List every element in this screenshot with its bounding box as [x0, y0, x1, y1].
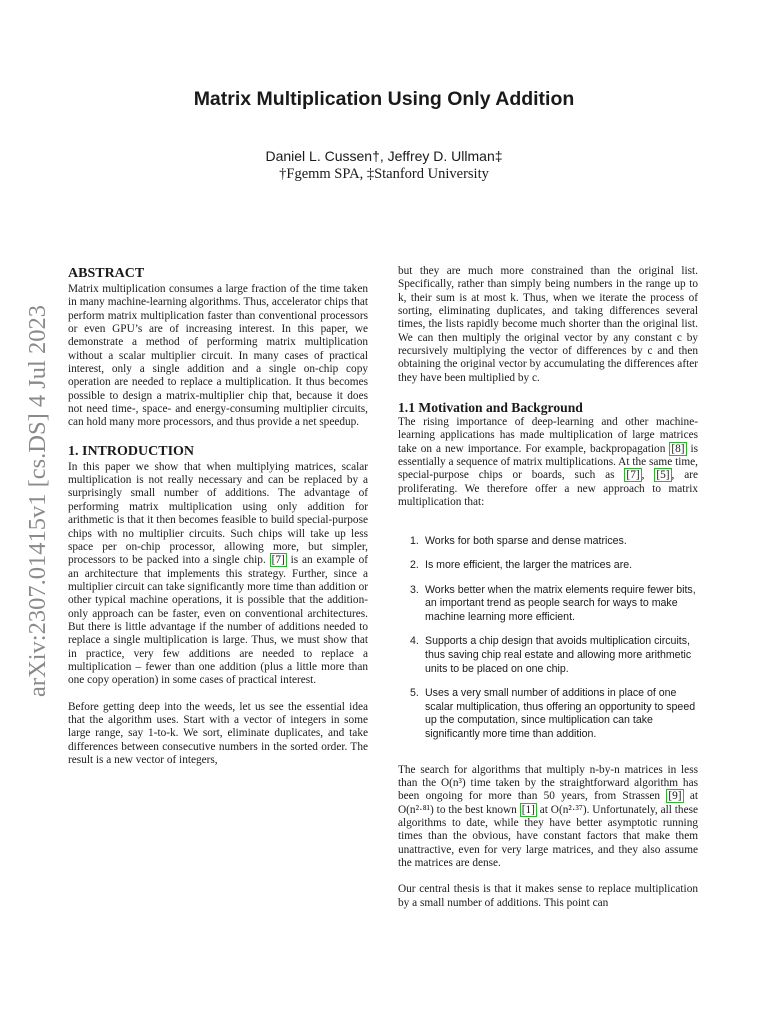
thesis-paragraph: Our central thesis is that it makes sense to replace multiplication by a small number of additions. This point can — [398, 883, 698, 909]
search-text-c: at O(n²·³⁷). Unfortunately, all these algorithms to date, while they have better asymptotic running times than the obvious, have constant factors that make them unattractive, even for very large matrices, and they also assume the matrices are dense. — [398, 803, 698, 870]
citation-link[interactable]: [7] — [271, 554, 285, 567]
list-number: 3. — [410, 583, 419, 596]
citation-link[interactable]: [8] — [671, 442, 685, 455]
paper-affiliations: †Fgemm SPA, ‡Stanford University — [279, 166, 489, 182]
citation-number: 9 — [672, 790, 678, 803]
paper-authors: Daniel L. Cussen†, Jeffrey D. Ullman‡ — [265, 148, 503, 164]
citation-number: 7 — [630, 469, 636, 482]
intro-heading: 1. INTRODUCTION — [68, 443, 195, 459]
continued-paragraph: but they are much more constrained than the original list. Specifically, rather than simply being numbers in the range up to k, their sum is at most k. Thus, when we iterate the process of sorting, eliminating duplicates, and taking differences several times, the lists rapidly become much shorter than the original list. We can then multiply the original vector by any constant c by recursively multiplying the vector of differences by c and then obtaining the original vector by accumulating the differences after they have been multiplied by c. — [398, 265, 698, 384]
list-number: 1. — [410, 534, 419, 547]
left-column — [68, 265, 368, 767]
motivation-paragraph: The rising importance of deep-learning and other machine-learning applications has made multiplication of large matrices take on a new importance. For example, backpropagation [8] is essentially a sequence of matrix multiplications. At the same time, special-purpose chips or boards, such as [7] , [5] , are proliferating. We therefore offer a new approach to matrix multiplication that: — [398, 416, 699, 509]
intro-paragraph-1 — [68, 461, 368, 688]
list-number: 5. — [410, 687, 419, 700]
paper-title: Matrix Multiplication Using Only Addition — [193, 88, 575, 110]
contribution-list — [398, 535, 698, 742]
motivation-text-b: is essentially a sequence of matrix multiplications. At the same time, special-purpose chips or boards, such as — [398, 442, 699, 482]
list-item — [398, 559, 698, 573]
citation-link[interactable]: [9] — [668, 790, 682, 803]
citation-link[interactable]: [1] — [521, 803, 535, 816]
citation-number: 1 — [525, 803, 532, 816]
arxiv-stamp — [18, 286, 58, 716]
search-text-a: The search for algorithms that multiply n-by-n matrices in less than the O(n³) time taken by the straightforward algorithm has been ongoing for more than 50 years, from Strassen — [398, 763, 698, 803]
citation-link[interactable]: [7] — [626, 469, 640, 482]
list-item — [398, 584, 698, 625]
search-text-b: at O(n²·⁸¹) to the best known — [398, 790, 698, 816]
citation-number: 8 — [675, 442, 681, 455]
citation-number: 5 — [660, 469, 666, 482]
abstract-text: Matrix multiplication consumes a large fraction of the time taken in many machine-learning algorithms. Thus, accelerator chips that perform matrix multiplication faster than conventional processors or even GPU’s are of increasing interest. In this paper, we demonstrate a method of performing matrix multiplication without a scalar multiplier circuit. In many cases of practical interest, only a single addition and a single on-chip copy operation are needed to replace a multiplication. It thus becomes possible to design a matrix-multiplier chip that, because it does not need time-, space- and energy-consuming multiplier circuits, can hold many more processors, and thus provide a net speedup. — [68, 283, 368, 429]
list-item — [398, 535, 698, 549]
list-number: 2. — [410, 559, 419, 572]
motivation-text-c: , are proliferating. We therefore offer a new approach to matrix multiplication that: — [398, 469, 698, 509]
list-text: Works for both sparse and dense matrices. — [425, 534, 627, 547]
citation-number: 7 — [275, 554, 282, 567]
motivation-text-a: The rising importance of deep-learning and other machine-learning applications has made multiplication of large matrices take on a new importance. For example, backpropagation — [398, 416, 698, 455]
intro-p1-text-a: In this paper we show that when multiplying matrices, scalar multiplication is not really necessary and can be replaced by a surprisingly small number of additions. The advantage of performing matrix multiplication using only addition for arithmetic is that it then becomes feasible to build special-purpose chips with no multiplier circuits. Such chips will take up less space per on-chip processor, allowing more, but simpler, processors to be packed into a single chip. — [68, 460, 368, 567]
intro-p1-text-b: is an example of an architecture that implements this strategy. Further, since a multiplier circuit can take significantly more time than addition or other typical machine operations, it is possible that the addition-only approach can be faster, even on conventional architectures. But there is little advantage if the number of additions needed to replace a single multiplication is large. Thus, we must show that in practice, very few additions are needed to replace a multiplication – fewer than one addition (plus a little more than one copy operation) in some cases of practical interest. — [68, 554, 368, 687]
abstract-heading: ABSTRACT — [68, 266, 145, 281]
right-column — [398, 265, 698, 910]
list-item — [398, 687, 698, 741]
search-paragraph — [398, 764, 698, 871]
citation-link[interactable]: [5] — [656, 469, 670, 482]
list-text: Supports a chip design that avoids multiplication circuits, thus saving chip real estate and allowing more arithmetic units to be placed on one chip. — [425, 635, 692, 675]
list-number: 4. — [410, 635, 419, 648]
list-item — [398, 635, 698, 676]
arxiv-id: arXiv:2307.01415v1 [cs.DS] 4 Jul 2023 — [24, 305, 51, 697]
list-text: Is more efficient, the larger the matrices are. — [425, 559, 633, 572]
motivation-heading: 1.1 Motivation and Background — [398, 400, 583, 416]
list-text: Uses a very small number of additions in place of one scalar multiplication, thus offering an opportunity to speed up the computation, since multiplication can take significantly more time than addition. — [425, 687, 696, 741]
list-text: Works better when the matrix elements require fewer bits, an important trend as people search for ways to make machine learning more efficient. — [425, 583, 696, 623]
intro-paragraph-2: Before getting deep into the weeds, let us see the essential idea that the algorithm uses. Start with a vector of integers in some large range, say 1-to-k. We sort, eliminate duplicates, and take differences between consecutive numbers in the sorted order. The result is a new vector of integers, — [68, 700, 368, 766]
